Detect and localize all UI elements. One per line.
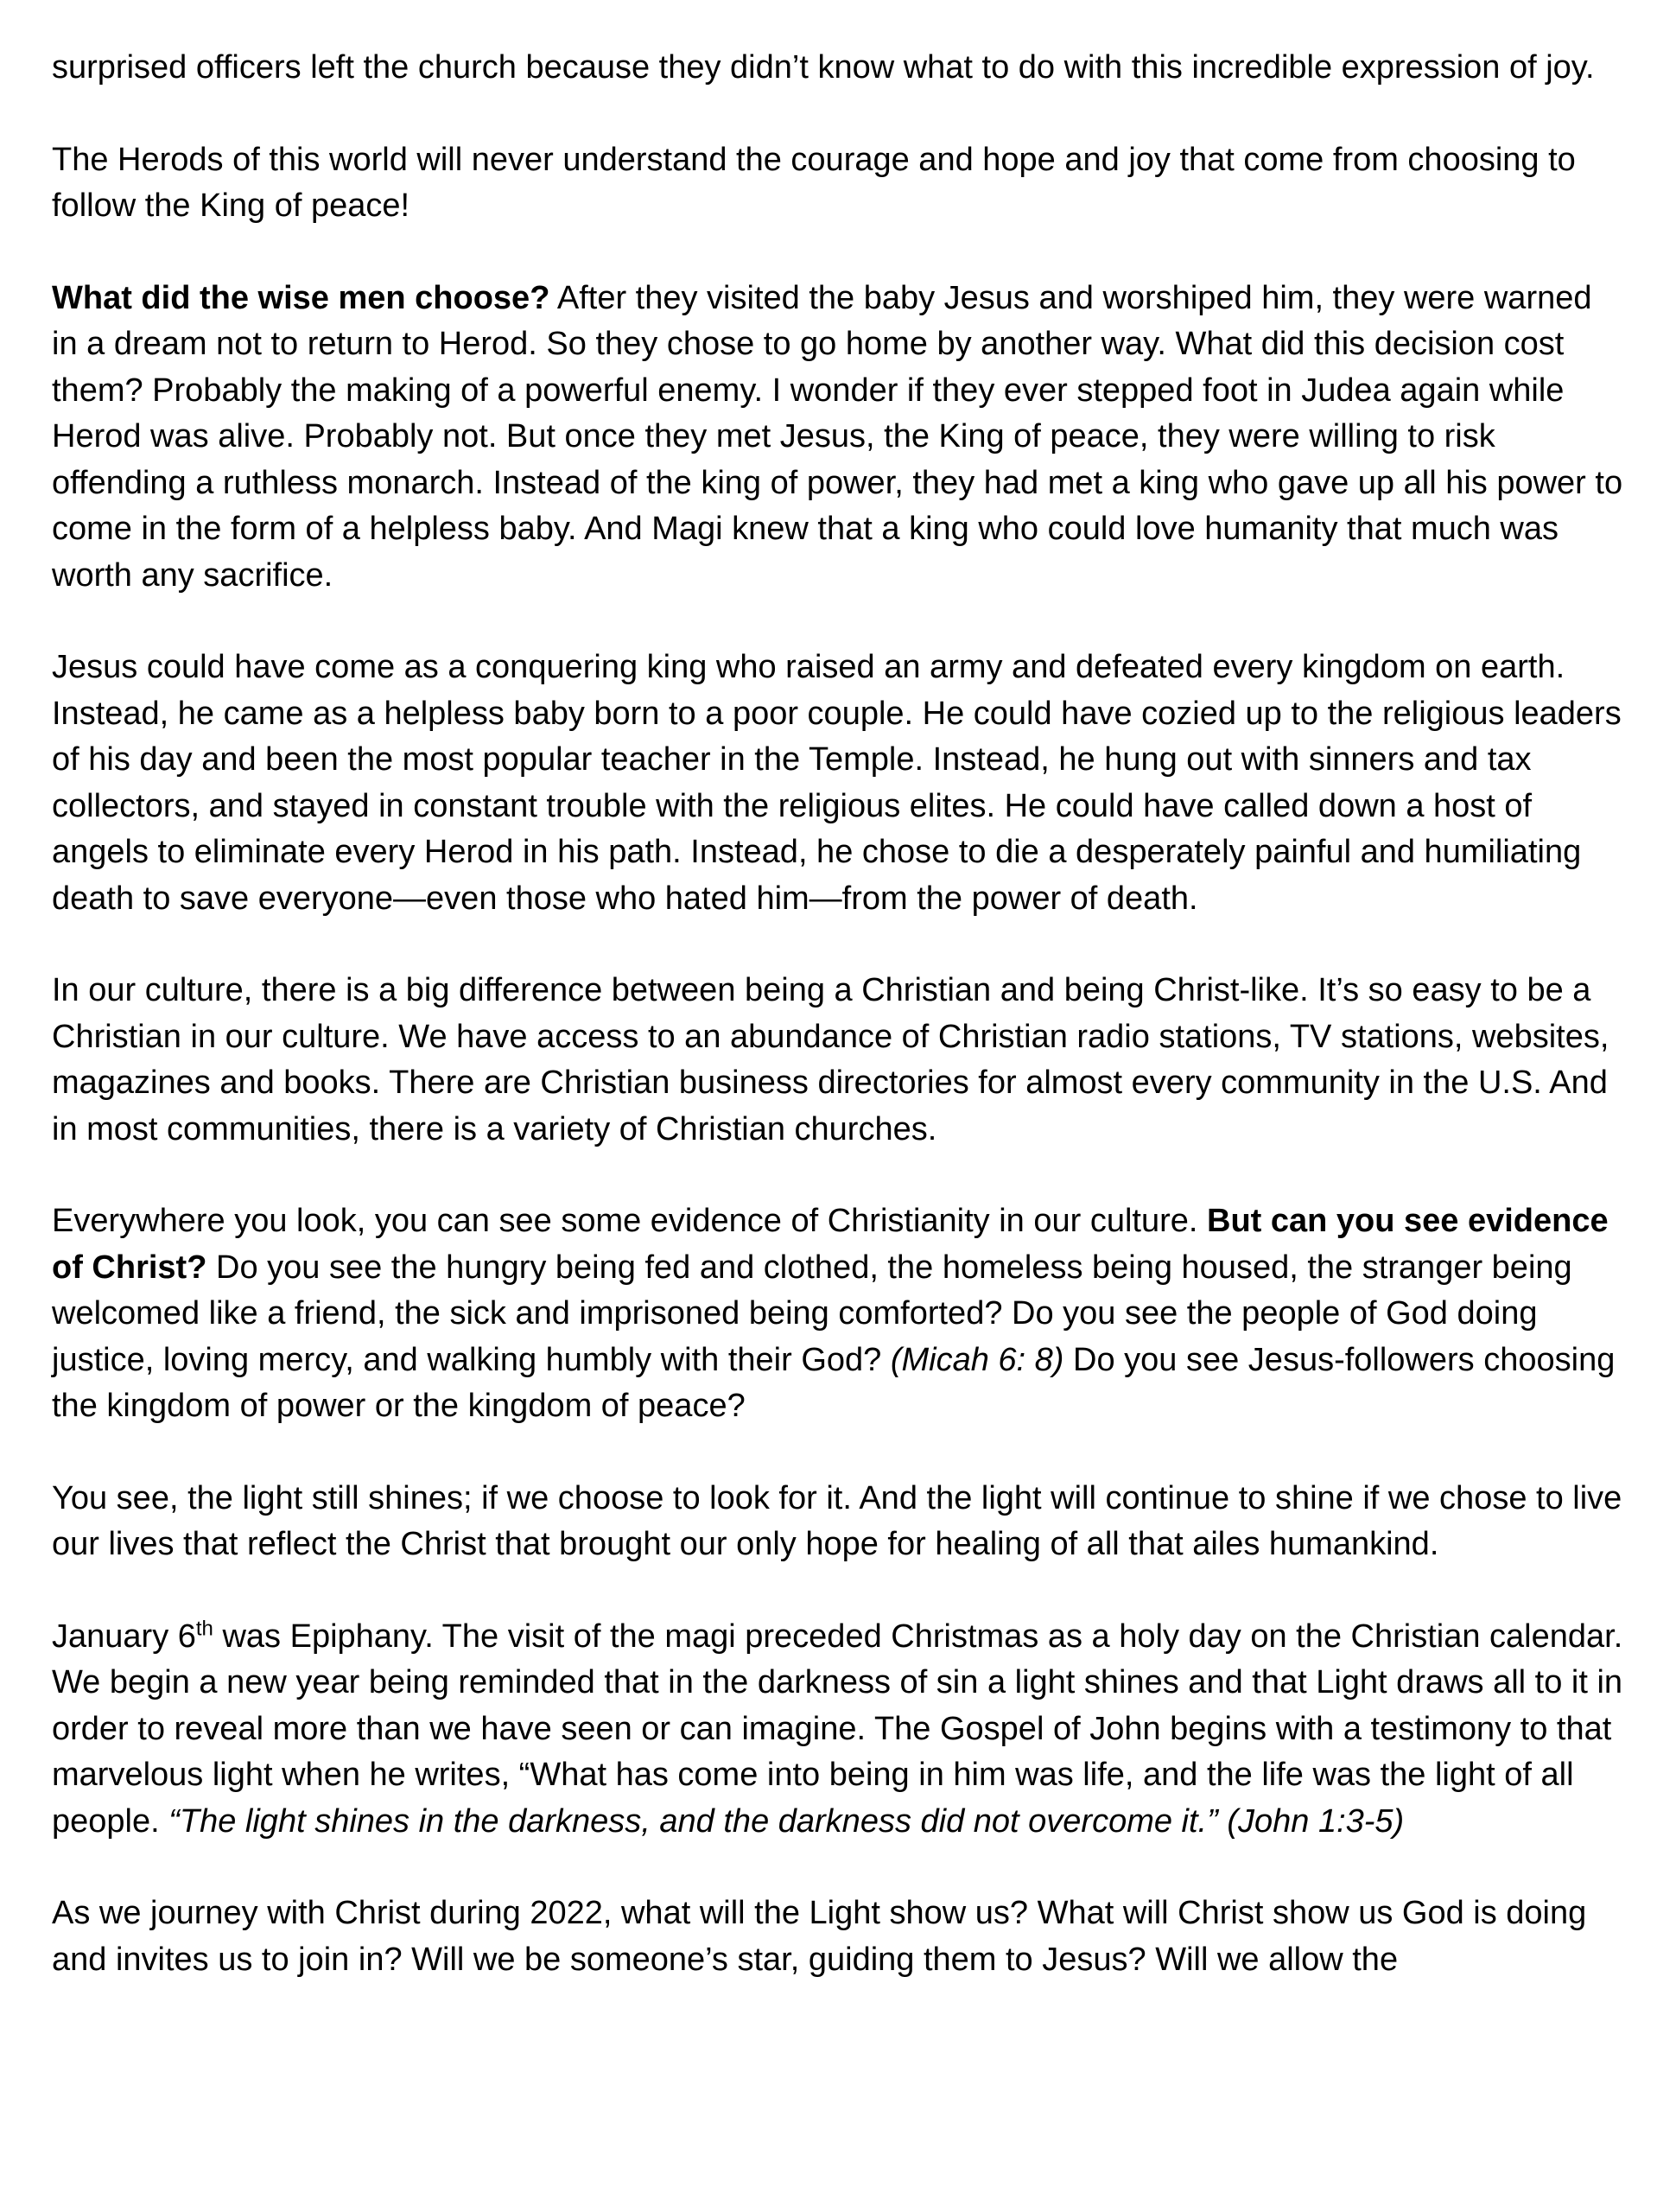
paragraph-text: surprised officers left the church because they didn’t know what to do with this incredible expression of joy. bbox=[52, 49, 1595, 86]
paragraph-text: As we journey with Christ during 2022, what will the Light show us? What will Christ show us God is doing and invites us to join in? Will we be someone’s star, guiding them to Jesus? Will we allow the bbox=[52, 1895, 1587, 1978]
paragraph-7 bbox=[52, 1476, 1624, 1568]
paragraph-1 bbox=[52, 45, 1624, 92]
paragraph-text: January 6 bbox=[52, 1618, 196, 1655]
paragraph-text: Jesus could have come as a conquering king who raised an army and defeated every kingdom on earth. Instead, he came as a helpless baby born to a poor couple. He could have cozied up to the religious leaders of his day and been the most popular teacher in the Temple. Instead, he hung out with sinners and tax collectors, and stayed in constant trouble with the religious elites. He could have called down a host of angels to eliminate every Herod in his path. Instead, he chose to die a desperately painful and humiliating death to save everyone—even those who hated him—from the power of death. bbox=[52, 649, 1622, 917]
paragraph-text: Do you see the hungry being fed and clothed, the homeless being housed, the stranger being welcomed like a friend, the sick and imprisoned being comforted? Do you see the people of God doing justice, loving mercy, and walking humbly with their God? bbox=[52, 1249, 1572, 1378]
paragraph-text: In our culture, there is a big difference between being a Christian and being Christ-like. It’s so easy to be a Christian in our culture. We have access to an abundance of Christian radio stations, TV stations, websites, magazines and books. There are Christian business directories for almost every community in the U.S. And in most communities, there is a variety of Christian churches. bbox=[52, 972, 1609, 1147]
paragraph-text: Do you see Jesus-followers choosing the kingdom of power or the kingdom of peace? bbox=[52, 1341, 1616, 1424]
paragraph-2 bbox=[52, 137, 1624, 230]
paragraph-9 bbox=[52, 1891, 1624, 1983]
paragraph-text: was Epiphany. The visit of the magi preceded Christmas as a holy day on the Christian calendar. We begin a new year being reminded that in the darkness of sin a light shines and that Light draws all to it in order to reveal more than we have seen or can imagine. The Gospel of John begins with a testimony to that marvelous light when he writes, “What has come into being in him was life, and the life was the light of all people. bbox=[52, 1618, 1623, 1840]
document-page bbox=[52, 45, 1624, 2029]
paragraph-5 bbox=[52, 968, 1624, 1153]
paragraph-text: After they visited the baby Jesus and worshiped him, they were warned in a dream not to return to Herod. So they chose to go home by another way. What did this decision cost them? Probably the making of a powerful enemy. I wonder if they ever stepped foot in Judea again while Herod was alive. Probably not. But once they met Jesus, the King of peace, they were willing to risk offending a ruthless monarch. Instead of the king of power, they had met a king who gave up all his power to come in the form of a helpless baby. And Magi knew that a king who could love humanity that much was worth any sacrifice. bbox=[52, 279, 1623, 594]
bold-question: But can you see evidence of Christ? bbox=[52, 1203, 1609, 1286]
bold-heading-question: What did the wise men choose? bbox=[52, 279, 550, 316]
ordinal-superscript: th bbox=[195, 1616, 213, 1640]
scripture-reference: (Micah 6: 8) bbox=[890, 1341, 1064, 1378]
scripture-quote: “The light shines in the darkness, and the darkness did not overcome it.” (John 1:3-5) bbox=[168, 1802, 1405, 1840]
paragraph-text: You see, the light still shines; if we choose to look for it. And the light will continue to shine if we chose to live our lives that reflect the Christ that brought our only hope for healing of all that ailes humankind. bbox=[52, 1479, 1622, 1562]
paragraph-3 bbox=[52, 276, 1624, 600]
paragraph-4 bbox=[52, 645, 1624, 922]
paragraph-text: The Herods of this world will never understand the courage and hope and joy that come from choosing to follow the King of peace! bbox=[52, 141, 1576, 224]
paragraph-8 bbox=[52, 1614, 1624, 1846]
paragraph-text: Everywhere you look, you can see some evidence of Christianity in our culture. bbox=[52, 1203, 1207, 1239]
paragraph-6 bbox=[52, 1198, 1624, 1430]
